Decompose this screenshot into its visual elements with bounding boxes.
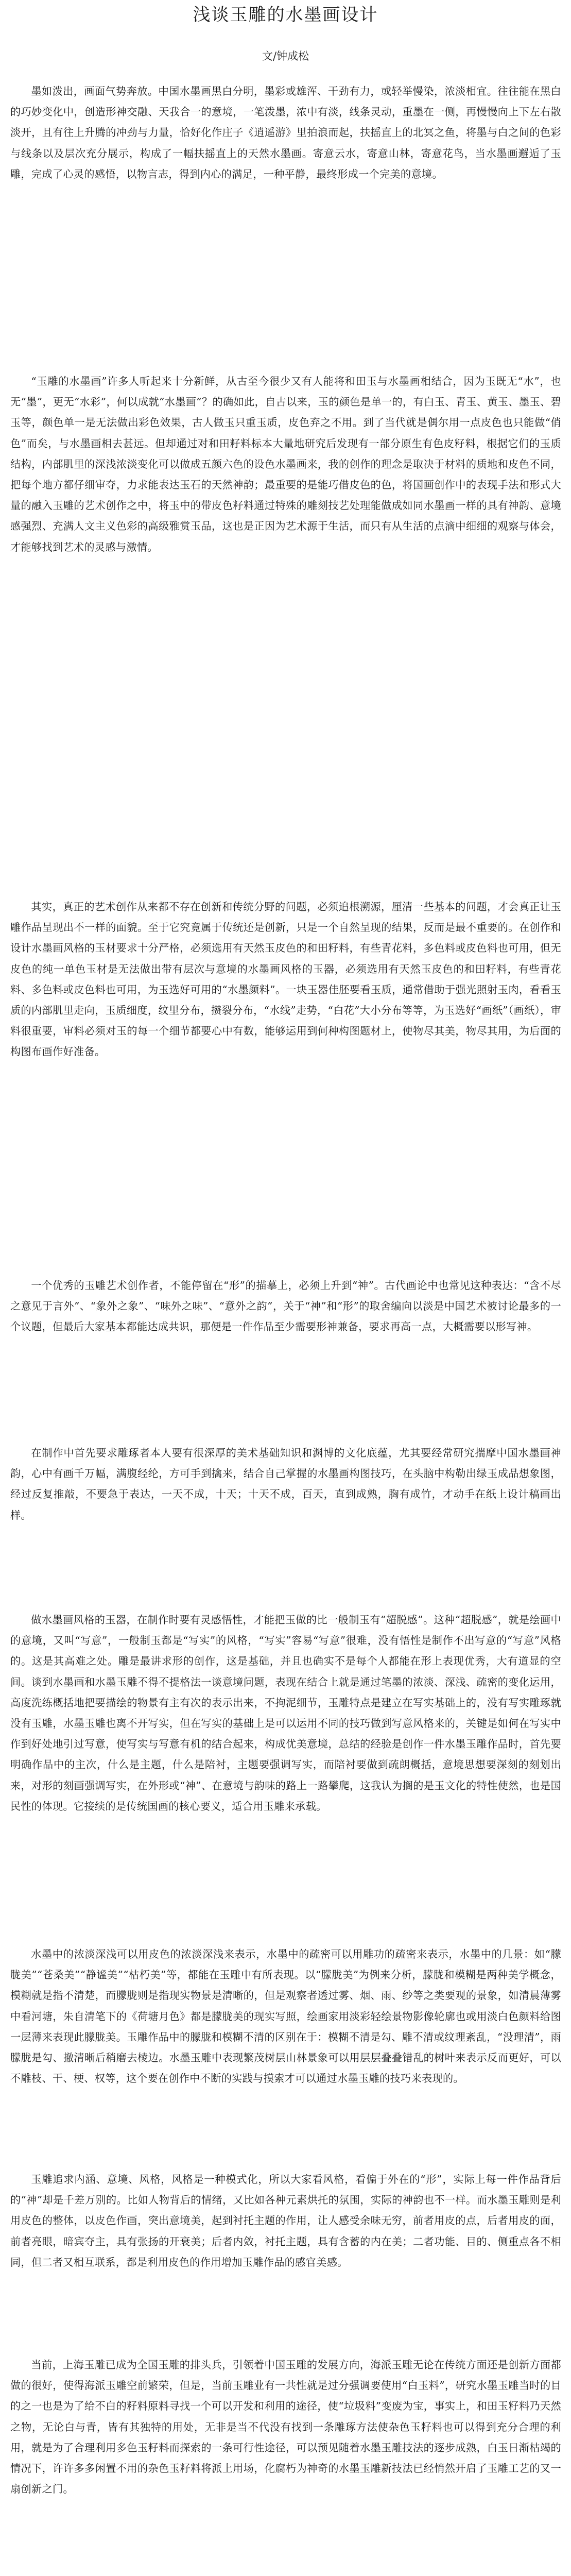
paragraph-4: 一个优秀的玉雕艺术创作者，不能停留在“形”的描摹上，必须上升到“神”。古代画论中也常见这种表达：“含不尽之意见于言外”、“象外之象”、“味外之味”、“意外之韵”，关于“神”和“形”的取舍编向以淡是中国艺术被讨论最多的一个议题，但最后大家基本都能达成共识，那便是一件作品至少需要形神兼备，要求再高一点，大概需要以形写神。	[10, 1279, 561, 1333]
paragraph-2: “玉雕的水墨画”许多人听起来十分新鲜，从古至今很少又有人能将和田玉与水墨画相结合，因为玉既无“水”，也无“墨”，更无“水彩”，何以成就“水墨画”？的确如此，自古以来，玉的颜色是单一的，有白玉、青玉、黄玉、墨玉、碧玉等，颜色单一是无法做出彩色效果，古人做玉只重玉质，皮色弃之不用。到了当代就是偶尔用一点皮色也只能做“俏色”而矣，与水墨画相去甚远。但却通过对和田籽料标本大量地研究后发现有一部分原生有色皮籽料，根据它们的玉质结构，内部肌里的深浅浓淡变化可以做成五颜六色的设色水墨画来，我的创作的理念是取决于材料的质地和皮色不同，把每个地方都仔细审夺，力求能表达玉石的天然神韵；最重要的是能巧借皮色的色，将国画创作中的表现手法和形式大量的融入玉雕的艺术创作之中，将玉中的带皮色籽料通过特殊的雕刻技艺处理能做成如同水墨画一样的具有神韵、意境感强烈、充满人文主义色彩的高级雅赏玉品，这也是正因为艺术源于生活，而只有从生活的点滴中细细的观察与体会，才能够找到艺术的灵感与激情。	[10, 375, 561, 553]
paragraph-9: 当前，上海玉雕已成为全国玉雕的排头兵，引领着中国玉雕的发展方向，海派玉雕无论在传统方面还是创新方面都做的很好，使得海派玉雕空前繁荣，但是，当前玉雕业有一共性就是过分强调要使用“白玉料”，研究水墨玉雕当时的目的之一也是为了给不白的籽料原料寻找一个可以开发和利用的途径，使“垃圾料”变废为宝，事实上，和田玉籽料乃天然之物，无论白与青，皆有其独特的用处，无非是当不代没有找到一条雕琢方法使杂色玉籽料也可以得到充分合理的利用，就是为了合理利用多色玉籽料而探索的一条可行性途径，可以预见随着水墨玉雕技法的逐步成熟，白玉日渐枯竭的情况下，许许多多闲置不用的杂色玉籽料将派上用场，化腐朽为神奇的水墨玉雕新技法已经悄然开启了玉雕工艺的又一扇创新之门。	[10, 2359, 561, 2496]
paragraph-5: 在制作中首先要求雕琢者本人要有很深厚的美术基础知识和渊博的文化底蕴，尤其要经常研究揣摩中国水墨画神韵，心中有画千万幅，满腹经纶，方可手到擒来，结合自己掌握的水墨画构图技巧，在头脑中构勒出绿玉成品想象图，经过反复推敲，不要急于表达，一天不成，十天；十天不成，百天，直到成熟，胸有成竹，才动手在纸上设计稿画出样。	[10, 1447, 561, 1521]
paragraph-6: 做水墨画风格的玉器，在制作时要有灵感悟性，才能把玉做的比一般制玉有“超脱感”。这种“超脱感”，就是绘画中的意境，又叫“写意”，一般制玉都是“写实”的风格，“写实”容易“写意”很难，没有悟性是制作不出写意的“写意”风格的。这是其高难之处。雕是最讲求形的创作，这是基础，并且也确实不是每个人都能在形上表现优秀，大有道显的空间。谈到水墨画和水墨玉雕不得不提格法一谈意境问题，表现在结合上就是通过笔墨的浓淡、深浅、疏密的变化运用，高度洗练概括地把要描绘的物景有主有次的表示出来，不拘泥细节，玉雕特点是建立在写实基础上的，没有写实雕琢就没有玉雕，水墨玉雕也离不开写实，但在写实的基础上是可以运用不同的技巧做到写意风格来的，关键是如何在写实中作到好处地引过写意，使写实与写意有机的结合起来，构成优美意境，总结的经验是创作一件水墨玉雕作品时，首先要明确作品中的主次，什么是主题，什么是陪衬，主题要强调写实，而陪衬要做到疏朗概括，意境思想要深刻的刻划出来，对形的刻画强调写实，在外形或“神”、在意境与韵味的路上一路攀爬，这我认为搁的是玉文化的特性使然，也是国民性的体现。它接续的是传统国画的核心要义，适合用玉雕来承载。	[10, 1614, 561, 1812]
paragraph-3: 其实，真正的艺术创作从来都不存在创新和传统分野的问题，必须追根溯源，厘清一些基本的问题，才会真正让玉雕作品呈现出不一样的面貌。至于它究竟属于传统还是创新，只是一个自然呈现的结果，反而是最不重要的。在创作和设计水墨画风格的玉材要求十分严格，必须选用有天然玉皮色的和田籽料，有些青花料，多色料或皮色料也可用，但无皮色的纯一单色玉材是无法做出带有层次与意境的水墨画风格的玉器，必须选用有天然玉皮色的和田籽料，有些青花料、多色料或皮色料也可用，为玉选好可用的“水墨颜料”。一块玉器佳胚要看玉质，通常借助于强光照射玉肉，看看玉质的内部肌里走向，玉质细度，纹里分布，攒裂分布，“水线”走势，“白花”大小分布等等，为玉选好“画纸”（画纸），审料很重要，审料必须对玉的每一个细节都要心中有数，能够运用到何种构图题材上，使物尽其美，物尽其用，为后面的构图布画作好准备。	[10, 901, 561, 1058]
paragraph-1: 墨如泼出，画面气势奔放。中国水墨画黑白分明，墨彩或雄浑、干劲有力，或轻举慢染，浓淡相宜。往往能在黑白的巧妙变化中，创造形神交融、天我合一的意境，一笔泼墨，浓中有淡，线条灵动，重墨在一侧，再慢慢向上下左右散淡开，且有往上升腾的冲劲与力量，恰好化作庄子《逍遥游》里拍浪而起，扶摇直上的北冥之鱼，将墨与白之间的色彩与线条以及层次充分展示，构成了一幅扶摇直上的天然水墨画。寄意云水，寄意山林，寄意花鸟，当水墨画邂逅了玉雕，完成了心灵的感悟，以物言志，得到内心的满足，一种平静，最终形成一个完美的意境。	[10, 85, 561, 180]
article-author: 文/钟成松	[262, 50, 309, 62]
paragraph-8: 玉雕追求内涵、意境、风格，风格是一种模式化，所以大家看风格，看偏于外在的“形”，实际上每一件作品背后的“神”却是千差万别的。比如人物背后的情绪，又比如各种元素烘托的氛围，实际的神韵也不一样。而水墨玉雕则是利用皮色的整体，以皮色作画，突出意境美，起到衬托主题的作用，让人感受余味无穷，前者用皮的点，后者用皮的面，前者亮眼，暗宾夺主，具有张扬的开衰美；后者内敛，衬托主题，具有含蓄的内在美；二者功能、目的、侧重点各不相同，但二者又相互联系，都是利用皮色的作用增加玉雕作品的感官美感。	[10, 2173, 561, 2268]
article-title: 浅谈玉雕的水墨画设计	[193, 5, 378, 25]
paragraph-7: 水墨中的浓淡深浅可以用皮色的浓淡深浅来表示，水墨中的疏密可以用雕功的疏密来表示，水墨中的几景：如“朦胧美”“苍桑美”“静谧美”“枯朽美”等，都能在玉雕中有所表现。以“朦胧美”为例来分析，朦胧和模糊是两种美学概念，模糊就是指不清楚，而朦胧则是指现实物景是清晰的，但是观察者透过雾、烟、雨、纱等之类要观的景象，如清晨薄雾中看河塘，朱自清笔下的《荷塘月色》都是朦胧美的现实写照，绘画家用淡彩轻绘景物影像轮廓也或用淡白色颜料给图一层薄来表现此朦胧美。玉雕作品中的朦胧和模糊不清的区别在于：模糊不清是勾、雕不清或纹理紊乱，“没理清”，雨朦胧是勾、撤清晰后稍磨去棱边。水墨玉雕中表现繁茂树层山林景象可以用层层叠叠错乱的树叶来表示反而更好，可以不雕枝、干、梗、权等，这个要在创作中不断的实践与摸索才可以通过水墨玉雕的技巧来表现的。	[10, 1948, 561, 2085]
